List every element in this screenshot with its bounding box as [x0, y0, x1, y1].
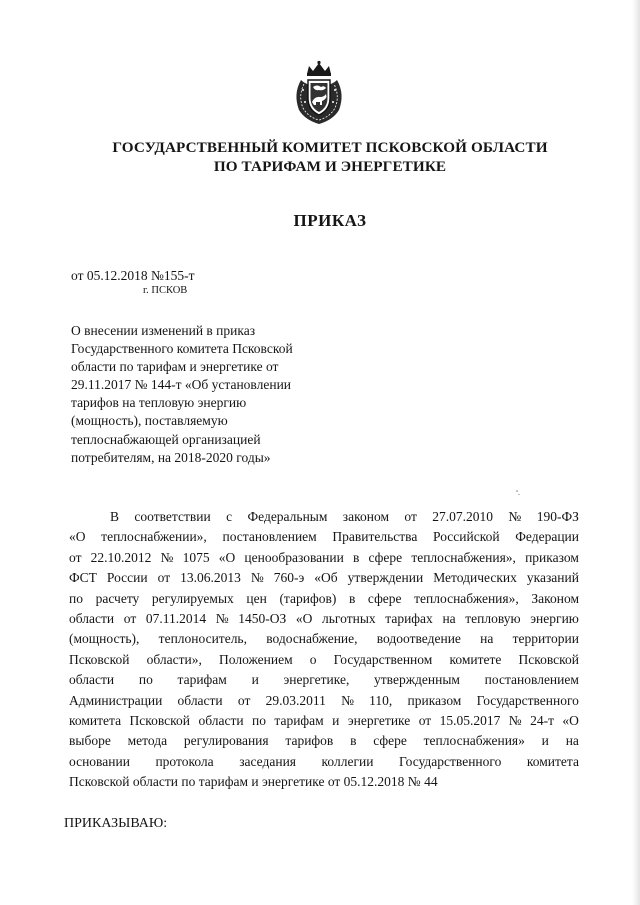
body-word: комитета [69, 713, 122, 729]
order-date-number: от 05.12.2018 №155-т [71, 268, 195, 283]
body-word: законом [342, 509, 390, 524]
body-word: «О [218, 549, 236, 565]
body-word: Государственном [333, 651, 433, 667]
body-word: Псковской [69, 651, 130, 667]
body-word: № [160, 549, 174, 565]
body-word: утверждении [347, 570, 424, 586]
body-line [69, 752, 579, 772]
body-word: «Об [314, 570, 338, 586]
subject-line: теплоснабжающей организацией [71, 431, 261, 447]
body-word: тарифам [177, 672, 227, 688]
body-word: на [480, 631, 494, 647]
body-word: постановлением [222, 529, 317, 545]
body-word: № [215, 611, 229, 627]
body-word: 22.10.2012 [90, 549, 152, 565]
body-word: тарифам [274, 713, 324, 729]
body-line [69, 548, 579, 568]
body-word: ценообразовании [244, 549, 344, 565]
body-word: «О [69, 529, 86, 545]
body-word: области [69, 611, 115, 627]
body-word: сфере [373, 733, 407, 749]
body-word: тепловую [465, 611, 521, 627]
body-word: приказом [407, 692, 462, 708]
body-word: Федеральным [247, 509, 328, 524]
body-word: приказом [525, 549, 579, 565]
decree-word: ПРИКАЗЫВАЮ: [64, 816, 168, 831]
document-type: ПРИКАЗ [293, 211, 367, 230]
body-word: метода [127, 733, 168, 749]
subject-line: области по тарифам и энергетике от [71, 359, 279, 375]
body-word: по [252, 713, 266, 729]
body-line: Псковской области по тарифам и энергетике от 05.12.2018 № 44 [69, 774, 438, 790]
subject-line: тарифов на тепловую энергию [71, 395, 247, 411]
body-word: теплоснабжения», [414, 590, 519, 606]
body-word: Российской [433, 529, 500, 545]
body-word: «О [562, 713, 579, 729]
body-word: и [332, 713, 340, 729]
body-word: и [541, 733, 549, 749]
body-word: выборе [69, 733, 111, 749]
subject-line: 29.11.2017 № 144-т «Об установлении [71, 377, 292, 393]
body-word: регулируемых [151, 590, 234, 606]
body-word: от [123, 611, 137, 627]
body-word: в [348, 590, 356, 606]
body-word: В [110, 509, 120, 524]
body-word: 24-т [530, 713, 554, 729]
body-word: с [226, 509, 233, 524]
body-word: в [350, 733, 357, 749]
body-word: энергию [530, 611, 579, 627]
body-word: утвержденным [374, 672, 460, 688]
body-word: 27.07.2010 [432, 509, 494, 524]
body-line [69, 670, 579, 690]
body-word: Псковской [129, 713, 191, 729]
order-body [69, 507, 579, 793]
body-word: на [565, 733, 579, 749]
body-word: протокола [155, 753, 214, 769]
body-word: по [69, 590, 83, 606]
body-word: области [198, 713, 244, 729]
body-line [69, 589, 579, 609]
body-word: № [341, 692, 354, 708]
body-word: теплоснабжения» [423, 733, 525, 749]
scan-speck [516, 490, 520, 496]
body-word: Псковской [518, 651, 579, 667]
body-word: от [69, 549, 82, 565]
body-word: от [404, 509, 417, 524]
body-word: (тарифов) [279, 590, 337, 606]
body-word: коллегии [321, 753, 374, 769]
body-word: расчету [95, 590, 140, 606]
body-word: цен [246, 590, 267, 606]
body-word: Администрации [69, 692, 163, 708]
body-word: № [250, 570, 264, 586]
body-word: области [69, 672, 115, 688]
body-word: 110, [369, 692, 393, 708]
body-line [69, 568, 579, 588]
body-word: регулирования [183, 733, 269, 749]
body-word: энергетике, [283, 672, 350, 688]
body-word: тарифах [385, 611, 433, 627]
body-word: 29.03.2011 [265, 692, 326, 708]
committee-name [60, 138, 600, 176]
body-word: теплоснабжения», [411, 549, 516, 565]
body-word: от [237, 692, 251, 708]
body-word: 13.06.2013 [180, 570, 241, 586]
body-word: 190-ФЗ [536, 509, 579, 524]
body-word: соответствии [134, 509, 211, 524]
body-word: Государственного [476, 692, 579, 708]
body-word: водоотведение [376, 631, 461, 647]
subject-line: О внесении изменений в приказ [71, 323, 256, 338]
subject-line: Государственного комитета Псковской [71, 341, 293, 357]
body-word: основании [69, 753, 130, 769]
body-word: постановлением [484, 672, 579, 688]
body-word: в [352, 549, 360, 565]
body-word: 07.11.2014 [145, 611, 207, 627]
body-word: сфере [368, 549, 403, 565]
body-word: 1075 [182, 549, 210, 565]
body-word: ФСТ [69, 570, 97, 586]
body-word: льготных [322, 611, 376, 627]
body-line [69, 527, 579, 547]
body-word: 15.05.2017 [439, 713, 501, 729]
subject-line: потребителям, на 2018-2020 годы» [71, 449, 271, 465]
body-word: Федерации [515, 529, 579, 545]
body-line [69, 731, 579, 751]
body-word: Положением [219, 651, 293, 667]
body-word: области [177, 692, 223, 708]
body-word: Государственного [398, 753, 502, 769]
body-word: 1450-ОЗ [238, 611, 287, 627]
body-word: России [106, 570, 148, 586]
body-line [69, 691, 579, 711]
body-word: теплоснабжении», [101, 529, 207, 545]
body-word: № [508, 509, 522, 524]
committee-line-2: ПО ТАРИФАМ И ЭНЕРГЕТИКЕ [213, 158, 447, 175]
body-word: области», [146, 651, 202, 667]
body-word: «О [295, 611, 313, 627]
body-word: территории [512, 631, 579, 647]
body-word: от [418, 713, 432, 729]
body-word: от [157, 570, 171, 586]
body-word: указаний [526, 570, 579, 586]
body-word: 760-э [273, 570, 305, 586]
coat-of-arms-icon [291, 60, 347, 126]
body-word: энергетике [347, 713, 411, 729]
body-word: и [251, 672, 259, 688]
body-word: (мощность), [69, 631, 140, 647]
body-word: тарифов [285, 733, 334, 749]
body-line [69, 650, 579, 670]
body-word: по [138, 672, 153, 688]
scan-edge [632, 0, 640, 905]
body-word: Законом [531, 590, 579, 606]
body-word: сфере [367, 590, 402, 606]
order-subject [71, 322, 391, 467]
body-word: заседания [239, 753, 297, 769]
body-word: Правительства [332, 529, 418, 545]
body-word: на [442, 611, 456, 627]
subject-line: (мощность), поставляемую [71, 413, 228, 429]
body-word: № [508, 713, 522, 729]
body-word: комитета [526, 753, 579, 769]
body-line [69, 609, 579, 629]
body-word: о [309, 651, 317, 667]
body-line [69, 629, 579, 649]
body-line [69, 507, 579, 527]
body-word: теплоноситель, [158, 631, 247, 647]
order-city: г. ПСКОВ [143, 285, 188, 296]
body-word: Методических [433, 570, 517, 586]
body-word: комитете [449, 651, 502, 667]
body-word: водоснабжение, [266, 631, 358, 647]
body-line [69, 711, 579, 731]
committee-line-1: ГОСУДАРСТВЕННЫЙ КОМИТЕТ ПСКОВСКОЙ ОБЛАСТИ [112, 139, 548, 156]
